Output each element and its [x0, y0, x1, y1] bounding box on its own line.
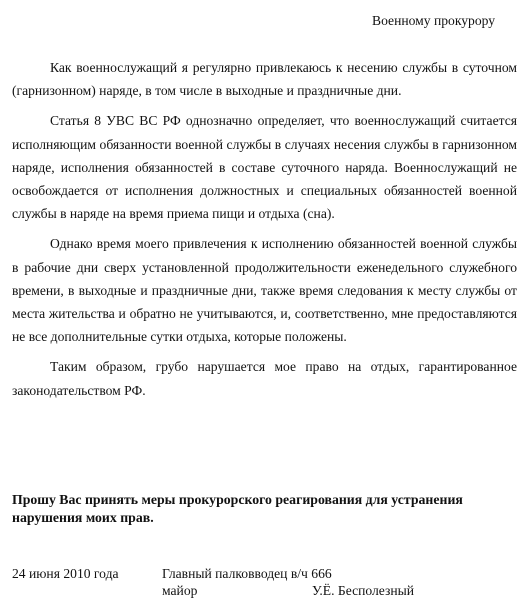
signer-position: Главный палковводец в/ч 666	[162, 566, 332, 581]
request-statement: Прошу Вас принять меры прокурорского реагирования для устранения нарушения моих прав.	[12, 492, 463, 525]
addressee: Военному прокурору	[372, 13, 496, 28]
document-date: 24 июня 2010 года	[12, 566, 119, 581]
document-body	[12, 56, 517, 409]
paragraph-2: Статья 8 УВС ВС РФ однозначно определяет, что военнослужащий считается исполняющим обязанности военной службы в случаях несения службы в гарнизонном наряде, исполнения обязанностей в составе суточного наряда. Военнослужащий не освобождается от исполнения должностных и специальных обязанностей военной службы в наряде на время приема пищи и отдыха (сна).	[12, 113, 517, 222]
paragraph-3: Однако время моего привлечения к исполнению обязанностей военной службы в рабочие дни сверх установленной продолжительности еженедельного служебного времени, в выходные и праздничные дни, также время следования к месту службы от места жительства и обратно не учитываются, и, соответственно, мне предоставляются не все дополнительные сутки отдыха, которые положены.	[12, 236, 517, 345]
paragraph-4: Таким образом, грубо нарушается мое право на отдых, гарантированное законодательством РФ.	[12, 359, 517, 398]
paragraph-1: Как военнослужащий я регулярно привлекаюсь к несению службы в суточном (гарнизонном) наряде, в том числе в выходные и праздничные дни.	[12, 60, 517, 99]
signer-rank: майор	[162, 583, 198, 598]
signer-name: У.Ё. Бесполезный	[312, 583, 415, 598]
